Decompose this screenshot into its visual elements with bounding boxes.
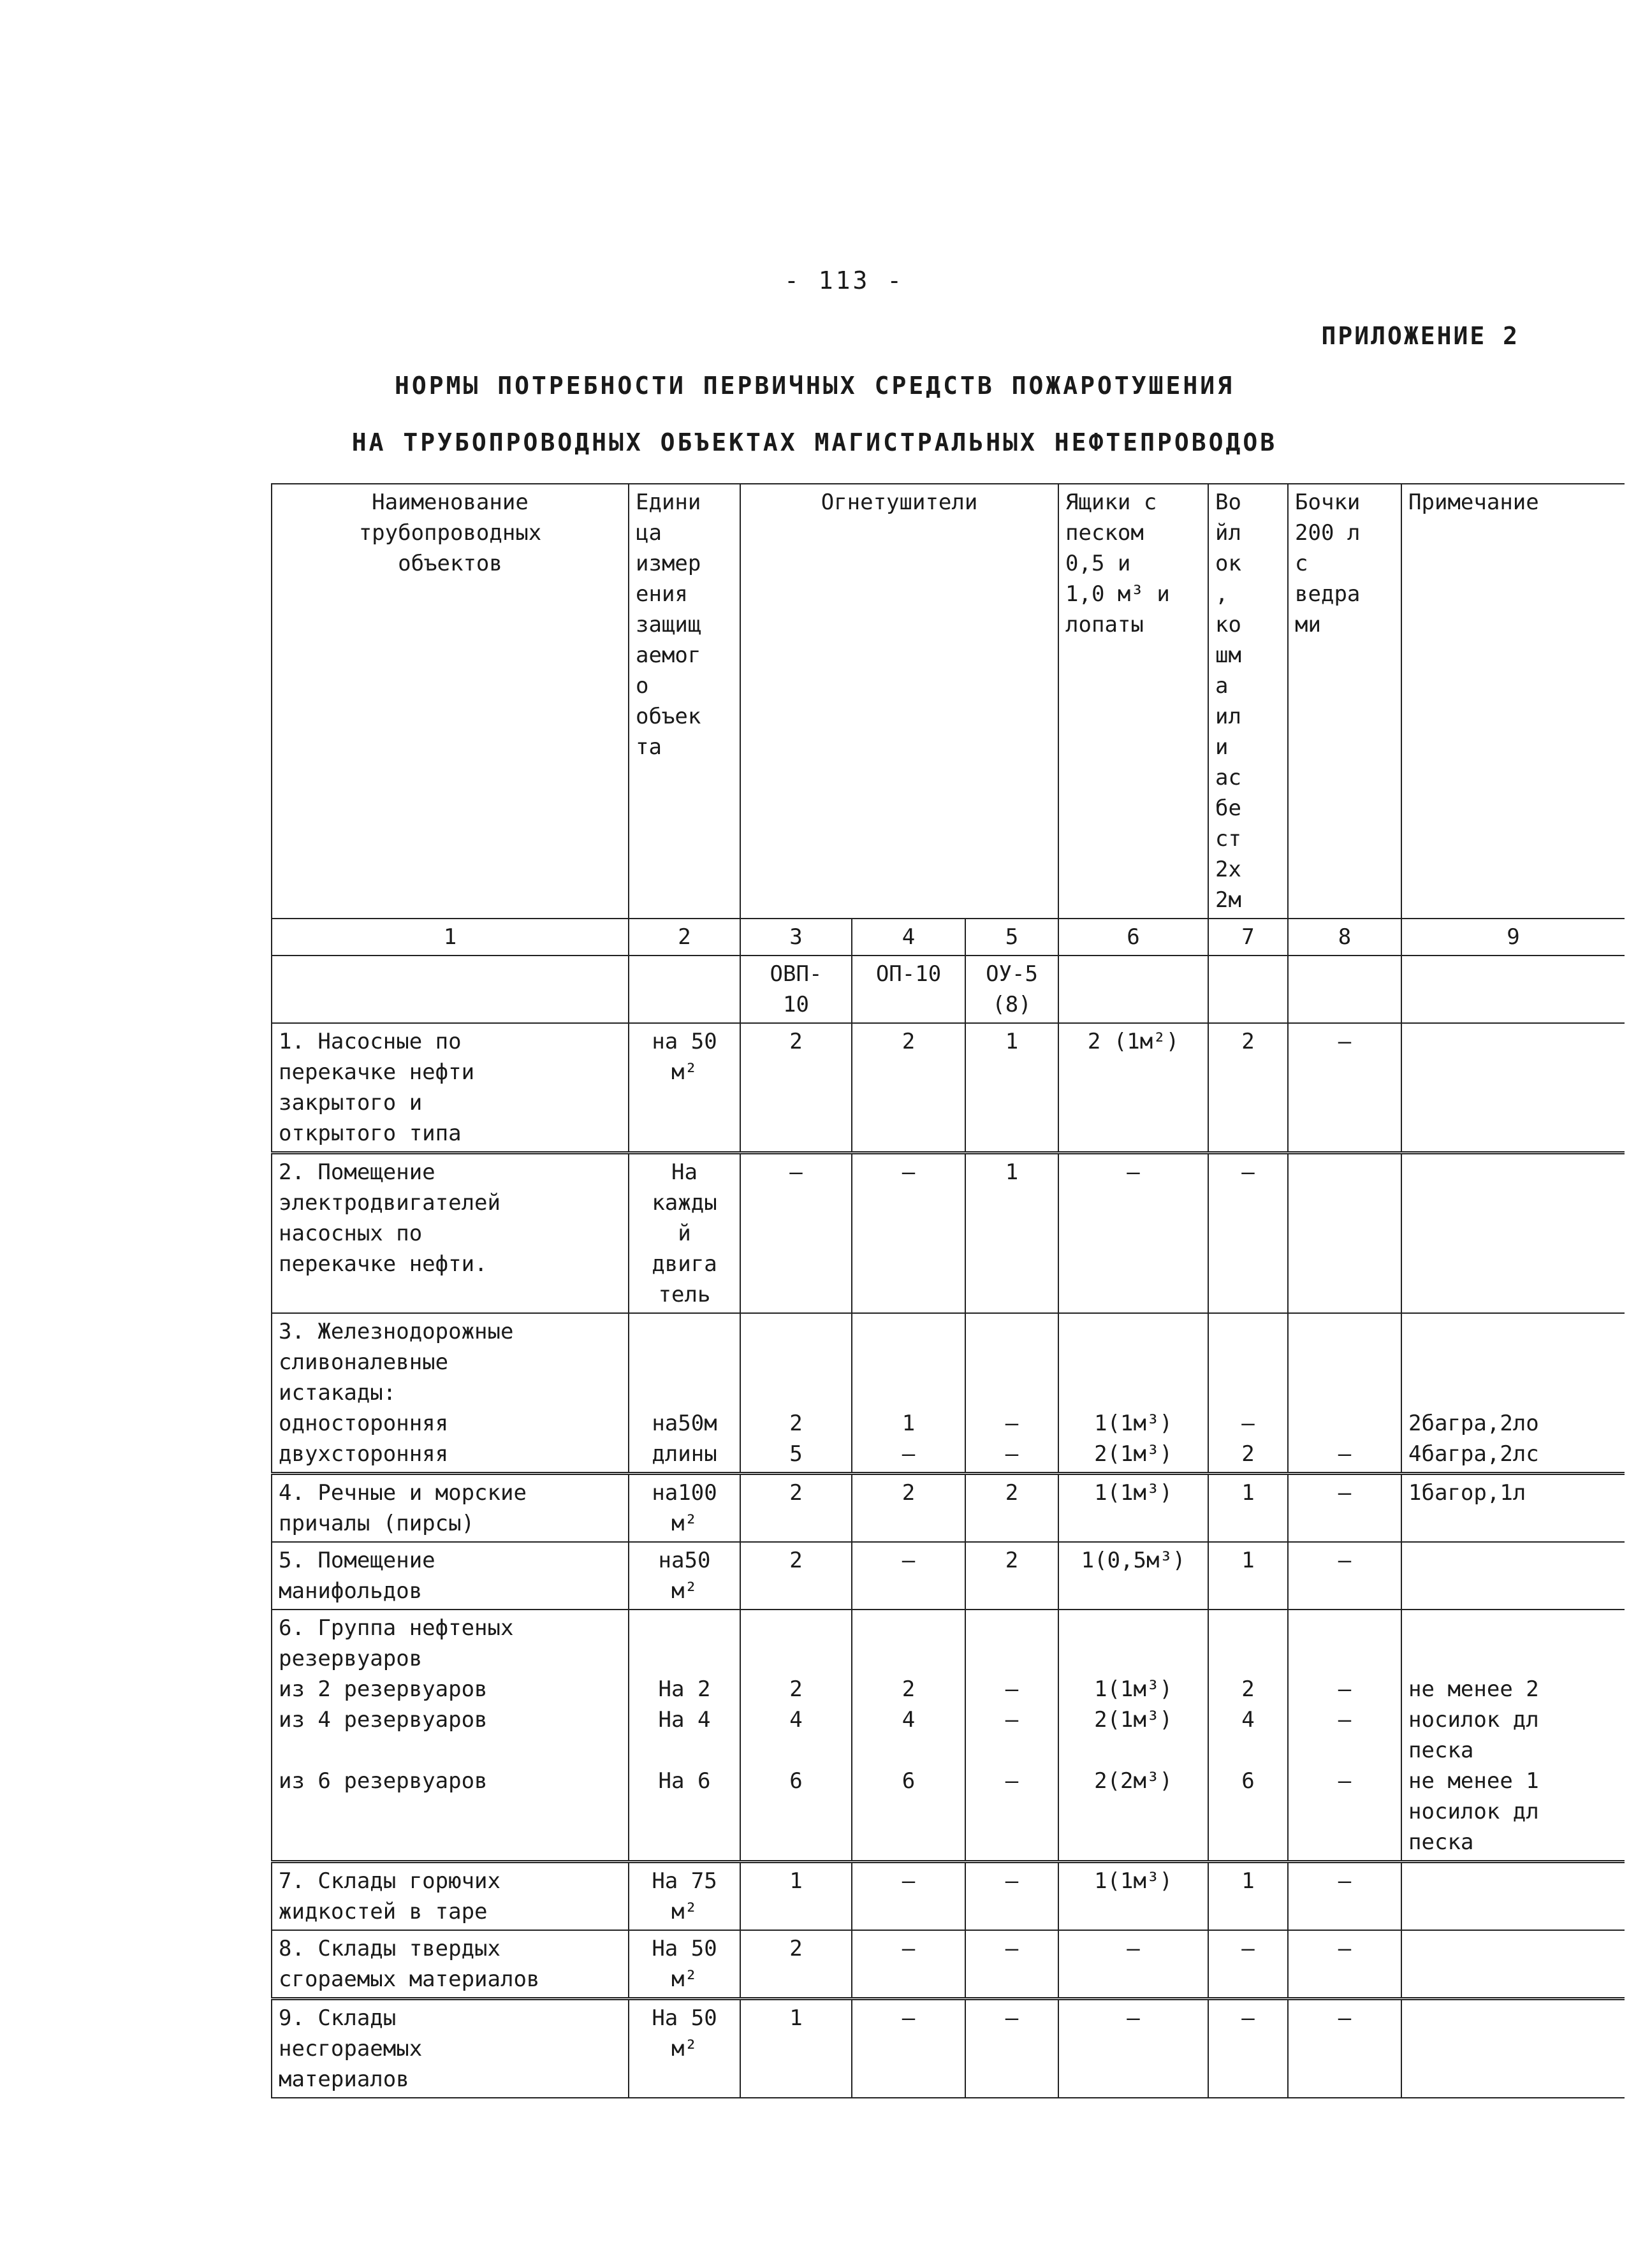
felt-cell: – bbox=[1208, 1930, 1288, 1999]
extinguisher-type-row bbox=[272, 956, 1625, 1023]
boxes-cell: 1(1м³) bbox=[1058, 1474, 1208, 1543]
barrels-cell: – bbox=[1288, 1023, 1401, 1153]
ovp-cell: – bbox=[740, 1153, 852, 1314]
ext-type: ОВП- 10 bbox=[740, 956, 852, 1023]
unit-cell: На кажды й двига тель bbox=[629, 1153, 740, 1314]
ou-cell: – – bbox=[965, 1313, 1058, 1474]
unit-cell: На 50 м² bbox=[629, 1930, 740, 1999]
op-cell: 2 bbox=[852, 1474, 965, 1543]
table-row bbox=[272, 1542, 1625, 1610]
table-row bbox=[272, 1474, 1625, 1543]
unit-cell: на50 м² bbox=[629, 1542, 740, 1610]
ou-cell: – bbox=[965, 1930, 1058, 1999]
felt-cell: – 2 bbox=[1208, 1313, 1288, 1474]
barrels-cell: – bbox=[1288, 1313, 1401, 1474]
col-number: 4 bbox=[852, 919, 965, 956]
document-title-line-2: НА ТРУБОПРОВОДНЫХ ОБЪЕКТАХ МАГИСТРАЛЬНЫХ НЕФТЕПРОВОДОВ bbox=[351, 428, 1278, 456]
note-cell bbox=[1401, 1542, 1625, 1610]
boxes-cell: – bbox=[1058, 1999, 1208, 2098]
note-cell: 1багор,1л bbox=[1401, 1474, 1625, 1543]
empty-cell bbox=[1288, 956, 1401, 1023]
ou-cell: 1 bbox=[965, 1023, 1058, 1153]
op-cell: 1 – bbox=[852, 1313, 965, 1474]
col-number: 6 bbox=[1058, 919, 1208, 956]
ou-cell: – – – bbox=[965, 1610, 1058, 1862]
col-number: 1 bbox=[272, 919, 629, 956]
header-row bbox=[272, 484, 1625, 919]
object-name: 6. Группа нефтеных резервуаров из 2 резервуаров из 4 резервуаров из 6 резервуаров bbox=[272, 1610, 629, 1862]
empty-cell bbox=[272, 956, 629, 1023]
boxes-cell: – bbox=[1058, 1153, 1208, 1314]
header-name: Наименование трубопроводных объектов bbox=[272, 484, 629, 919]
boxes-cell: 2 (1м²) bbox=[1058, 1023, 1208, 1153]
table-row bbox=[272, 1862, 1625, 1931]
barrels-cell bbox=[1288, 1153, 1401, 1314]
unit-cell: на100 м² bbox=[629, 1474, 740, 1543]
ovp-cell: 2 bbox=[740, 1930, 852, 1999]
ou-cell: 2 bbox=[965, 1542, 1058, 1610]
felt-cell: 1 bbox=[1208, 1862, 1288, 1931]
col-number: 9 bbox=[1401, 919, 1625, 956]
note-cell bbox=[1401, 1023, 1625, 1153]
note-cell bbox=[1401, 1862, 1625, 1931]
op-cell: 2 4 6 bbox=[852, 1610, 965, 1862]
ext-type: ОУ-5 (8) bbox=[965, 956, 1058, 1023]
unit-cell: На 2 На 4 На 6 bbox=[629, 1610, 740, 1862]
header-extinguishers: Огнетушители bbox=[740, 484, 1058, 919]
note-cell bbox=[1401, 1999, 1625, 2098]
table-row bbox=[272, 1610, 1625, 1862]
header-barrels: Бочки 200 л с ведра ми bbox=[1288, 484, 1401, 919]
appendix-label: ПРИЛОЖЕНИЕ 2 bbox=[1321, 322, 1519, 350]
document-title-line-1: НОРМЫ ПОТРЕБНОСТИ ПЕРВИЧНЫХ СРЕДСТВ ПОЖАРОТУШЕНИЯ bbox=[394, 372, 1235, 400]
ovp-cell: 2 5 bbox=[740, 1313, 852, 1474]
unit-cell: На 50 м² bbox=[629, 1999, 740, 2098]
table-row bbox=[272, 1313, 1625, 1474]
unit-cell: На 75 м² bbox=[629, 1862, 740, 1931]
page-number: - 113 - bbox=[784, 266, 905, 294]
barrels-cell: – bbox=[1288, 1930, 1401, 1999]
felt-cell: – bbox=[1208, 1153, 1288, 1314]
empty-cell bbox=[629, 956, 740, 1023]
boxes-cell: 1(1м³) 2(1м³) bbox=[1058, 1313, 1208, 1474]
object-name: 7. Склады горючих жидкостей в таре bbox=[272, 1862, 629, 1931]
unit-cell: на50м длины bbox=[629, 1313, 740, 1474]
op-cell: – bbox=[852, 1862, 965, 1931]
empty-cell bbox=[1058, 956, 1208, 1023]
object-name: 8. Склады твердых сгораемых материалов bbox=[272, 1930, 629, 1999]
header-note: Примечание bbox=[1401, 484, 1625, 919]
note-cell bbox=[1401, 1930, 1625, 1999]
op-cell: – bbox=[852, 1930, 965, 1999]
table-row bbox=[272, 1023, 1625, 1153]
object-name: 4. Речные и морские причалы (пирсы) bbox=[272, 1474, 629, 1543]
object-name: 1. Насосные по перекачке нефти закрытого и открытого типа bbox=[272, 1023, 629, 1153]
norms-table bbox=[271, 483, 1625, 2098]
col-number: 7 bbox=[1208, 919, 1288, 956]
ext-type: ОП-10 bbox=[852, 956, 965, 1023]
table-row bbox=[272, 1930, 1625, 1999]
barrels-cell: – bbox=[1288, 1542, 1401, 1610]
barrels-cell: – bbox=[1288, 1999, 1401, 2098]
note-cell: не менее 2 носилок дл песка не менее 1 носилок дл песка bbox=[1401, 1610, 1625, 1862]
note-cell bbox=[1401, 1153, 1625, 1314]
felt-cell: – bbox=[1208, 1999, 1288, 2098]
col-number: 5 bbox=[965, 919, 1058, 956]
table-row bbox=[272, 1999, 1625, 2098]
ovp-cell: 2 bbox=[740, 1474, 852, 1543]
col-number: 8 bbox=[1288, 919, 1401, 956]
object-name: 3. Железнодорожные сливоналевные истакады: односторонняя двухсторонняя bbox=[272, 1313, 629, 1474]
ou-cell: 1 bbox=[965, 1153, 1058, 1314]
op-cell: – bbox=[852, 1153, 965, 1314]
op-cell: – bbox=[852, 1999, 965, 2098]
empty-cell bbox=[1208, 956, 1288, 1023]
felt-cell: 2 4 6 bbox=[1208, 1610, 1288, 1862]
op-cell: 2 bbox=[852, 1023, 965, 1153]
felt-cell: 1 bbox=[1208, 1542, 1288, 1610]
column-number-row bbox=[272, 919, 1625, 956]
object-name: 9. Склады несгораемых материалов bbox=[272, 1999, 629, 2098]
ovp-cell: 2 bbox=[740, 1023, 852, 1153]
table-row bbox=[272, 1153, 1625, 1314]
felt-cell: 2 bbox=[1208, 1023, 1288, 1153]
ovp-cell: 1 bbox=[740, 1999, 852, 2098]
boxes-cell: 1(1м³) bbox=[1058, 1862, 1208, 1931]
unit-cell: на 50 м² bbox=[629, 1023, 740, 1153]
object-name: 5. Помещение манифольдов bbox=[272, 1542, 629, 1610]
ovp-cell: 2 bbox=[740, 1542, 852, 1610]
felt-cell: 1 bbox=[1208, 1474, 1288, 1543]
boxes-cell: 1(0,5м³) bbox=[1058, 1542, 1208, 1610]
col-number: 2 bbox=[629, 919, 740, 956]
barrels-cell: – bbox=[1288, 1862, 1401, 1931]
barrels-cell: – bbox=[1288, 1474, 1401, 1543]
op-cell: – bbox=[852, 1542, 965, 1610]
col-number: 3 bbox=[740, 919, 852, 956]
ou-cell: – bbox=[965, 1862, 1058, 1931]
header-unit: Едини ца измер ения защищ аемог о объек та bbox=[629, 484, 740, 919]
ovp-cell: 1 bbox=[740, 1862, 852, 1931]
ou-cell: – bbox=[965, 1999, 1058, 2098]
ou-cell: 2 bbox=[965, 1474, 1058, 1543]
header-boxes: Ящики с песком 0,5 и 1,0 м³ и лопаты bbox=[1058, 484, 1208, 919]
empty-cell bbox=[1401, 956, 1625, 1023]
object-name: 2. Помещение электродвигателей насосных по перекачке нефти. bbox=[272, 1153, 629, 1314]
header-felt: Во йл ок , ко шм а ил и ас бе ст 2х 2м bbox=[1208, 484, 1288, 919]
boxes-cell: 1(1м³) 2(1м³) 2(2м³) bbox=[1058, 1610, 1208, 1862]
barrels-cell: – – – bbox=[1288, 1610, 1401, 1862]
ovp-cell: 2 4 6 bbox=[740, 1610, 852, 1862]
note-cell: 2багра,2ло 4багра,2лс bbox=[1401, 1313, 1625, 1474]
boxes-cell: – bbox=[1058, 1930, 1208, 1999]
